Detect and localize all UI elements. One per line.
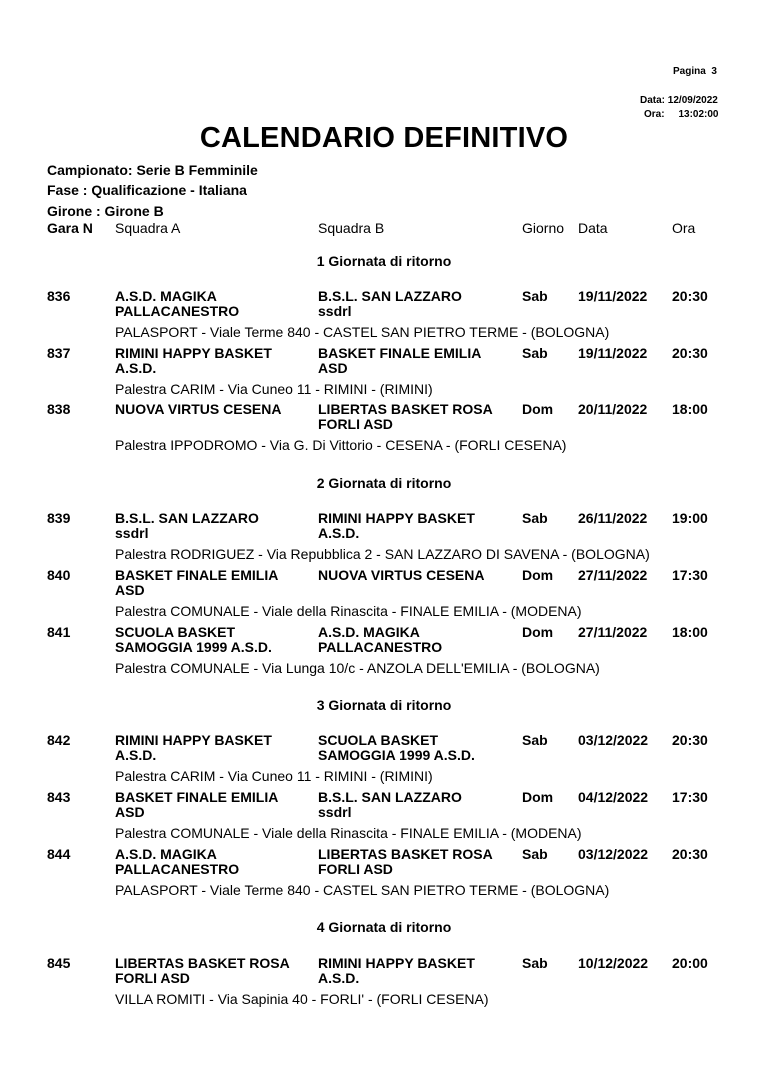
match-number: 845 xyxy=(47,955,71,971)
team-b: RIMINI HAPPY BASKET A.S.D. xyxy=(318,955,475,986)
team-b: RIMINI HAPPY BASKET A.S.D. xyxy=(318,510,475,541)
column-header-giorno: Giorno xyxy=(522,220,565,236)
match-day: Dom xyxy=(522,567,554,583)
team-a: NUOVA VIRTUS CESENA xyxy=(115,401,282,417)
match-date: 04/12/2022 xyxy=(578,789,649,805)
group-info: Girone : Girone B xyxy=(47,203,164,219)
match-row xyxy=(0,790,768,846)
match-venue: PALASPORT - Viale Terme 840 - CASTEL SAN PIETRO TERME - (BOLOGNA) xyxy=(115,882,610,898)
column-header-squadra-a: Squadra A xyxy=(115,220,181,236)
column-header-gara: Gara N xyxy=(47,220,93,236)
team-a: BASKET FINALE EMILIA ASD xyxy=(115,567,279,598)
match-row xyxy=(0,956,768,1012)
match-day: Dom xyxy=(522,789,554,805)
match-row xyxy=(0,346,768,402)
match-time: 17:30 xyxy=(672,789,708,805)
match-row xyxy=(0,847,768,903)
match-day: Sab xyxy=(522,955,548,971)
match-date: 26/11/2022 xyxy=(578,510,648,526)
match-time: 20:00 xyxy=(672,955,708,971)
match-number: 839 xyxy=(47,510,71,526)
match-number: 844 xyxy=(47,846,71,862)
match-row xyxy=(0,733,768,789)
match-day: Sab xyxy=(522,846,548,862)
team-b: SCUOLA BASKET SAMOGGIA 1999 A.S.D. xyxy=(318,732,475,763)
match-date: 27/11/2022 xyxy=(578,624,648,640)
match-venue: Palestra CARIM - Via Cuneo 11 - RIMINI - (RIMINI) xyxy=(115,768,433,784)
match-day: Sab xyxy=(522,510,548,526)
team-a: B.S.L. SAN LAZZARO ssdrl xyxy=(115,510,259,541)
match-number: 836 xyxy=(47,288,71,304)
match-row xyxy=(0,402,768,458)
match-time: 20:30 xyxy=(672,846,708,862)
time-label: Ora: xyxy=(644,109,665,120)
match-venue: VILLA ROMITI - Via Sapinia 40 - FORLI' - (FORLI CESENA) xyxy=(115,991,489,1007)
match-time: 20:30 xyxy=(672,288,708,304)
match-number: 838 xyxy=(47,401,71,417)
team-a: RIMINI HAPPY BASKET A.S.D. xyxy=(115,732,272,763)
team-b: A.S.D. MAGIKA PALLACANESTRO xyxy=(318,624,443,655)
team-b: LIBERTAS BASKET ROSA FORLI ASD xyxy=(318,401,493,432)
date-label: Data: xyxy=(640,95,666,106)
match-day: Sab xyxy=(522,288,548,304)
team-a: SCUOLA BASKET SAMOGGIA 1999 A.S.D. xyxy=(115,624,272,655)
match-time: 20:30 xyxy=(672,345,708,361)
match-time: 18:00 xyxy=(672,624,708,640)
date-value: 12/09/2022 xyxy=(667,95,718,106)
match-date: 20/11/2022 xyxy=(578,401,648,417)
team-b: LIBERTAS BASKET ROSA FORLI ASD xyxy=(318,846,493,877)
phase-info: Fase : Qualificazione - Italiana xyxy=(47,182,247,198)
match-day: Sab xyxy=(522,345,548,361)
match-date: 19/11/2022 xyxy=(578,345,648,361)
match-time: 19:00 xyxy=(672,510,708,526)
match-day: Sab xyxy=(522,732,548,748)
team-b: B.S.L. SAN LAZZARO ssdrl xyxy=(318,288,462,319)
match-time: 20:30 xyxy=(672,732,708,748)
page-label: Pagina 3 xyxy=(673,66,717,77)
match-row xyxy=(0,511,768,567)
team-b: B.S.L. SAN LAZZARO ssdrl xyxy=(318,789,462,820)
match-venue: Palestra RODRIGUEZ - Via Repubblica 2 - SAN LAZZARO DI SAVENA - (BOLOGNA) xyxy=(115,546,650,562)
round-title: 2 Giornata di ritorno xyxy=(316,475,452,491)
team-a: A.S.D. MAGIKA PALLACANESTRO xyxy=(115,288,240,319)
date-row xyxy=(640,95,718,106)
team-b: BASKET FINALE EMILIA ASD xyxy=(318,345,482,376)
column-header-squadra-b: Squadra B xyxy=(318,220,385,236)
match-venue: Palestra COMUNALE - Viale della Rinascita - FINALE EMILIA - (MODENA) xyxy=(115,825,582,841)
round-title: 4 Giornata di ritorno xyxy=(316,919,452,935)
page-title: CALENDARIO DEFINITIVO xyxy=(199,122,569,154)
team-b: NUOVA VIRTUS CESENA xyxy=(318,567,485,583)
match-number: 841 xyxy=(47,624,71,640)
match-date: 10/12/2022 xyxy=(578,955,649,971)
time-value: 13:02:00 xyxy=(678,109,719,120)
team-a: LIBERTAS BASKET ROSA FORLI ASD xyxy=(115,955,290,986)
column-header-ora: Ora xyxy=(672,220,696,236)
match-date: 03/12/2022 xyxy=(578,732,649,748)
match-number: 842 xyxy=(47,732,71,748)
match-day: Dom xyxy=(522,624,554,640)
championship-info: Campionato: Serie B Femminile xyxy=(47,162,258,178)
team-a: A.S.D. MAGIKA PALLACANESTRO xyxy=(115,846,240,877)
time-row xyxy=(644,109,719,120)
match-venue: Palestra CARIM - Via Cuneo 11 - RIMINI - (RIMINI) xyxy=(115,381,433,397)
page-number: 3 xyxy=(711,66,717,77)
round-title: 1 Giornata di ritorno xyxy=(316,253,452,269)
match-venue: Palestra IPPODROMO - Via G. Di Vittorio - CESENA - (FORLI CESENA) xyxy=(115,437,567,453)
match-venue: Palestra COMUNALE - Via Lunga 10/c - ANZOLA DELL'EMILIA - (BOLOGNA) xyxy=(115,660,600,676)
match-number: 840 xyxy=(47,567,71,583)
match-day: Dom xyxy=(522,401,554,417)
match-time: 17:30 xyxy=(672,567,708,583)
match-row xyxy=(0,568,768,624)
team-a: RIMINI HAPPY BASKET A.S.D. xyxy=(115,345,272,376)
column-header-data: Data xyxy=(578,220,608,236)
match-time: 18:00 xyxy=(672,401,708,417)
match-row xyxy=(0,289,768,345)
match-venue: Palestra COMUNALE - Viale della Rinascita - FINALE EMILIA - (MODENA) xyxy=(115,603,582,619)
match-row xyxy=(0,625,768,681)
match-date: 27/11/2022 xyxy=(578,567,648,583)
round-title: 3 Giornata di ritorno xyxy=(316,697,452,713)
match-venue: PALASPORT - Viale Terme 840 - CASTEL SAN PIETRO TERME - (BOLOGNA) xyxy=(115,324,610,340)
team-a: BASKET FINALE EMILIA ASD xyxy=(115,789,279,820)
match-number: 843 xyxy=(47,789,71,805)
match-date: 19/11/2022 xyxy=(578,288,648,304)
match-number: 837 xyxy=(47,345,71,361)
match-date: 03/12/2022 xyxy=(578,846,649,862)
